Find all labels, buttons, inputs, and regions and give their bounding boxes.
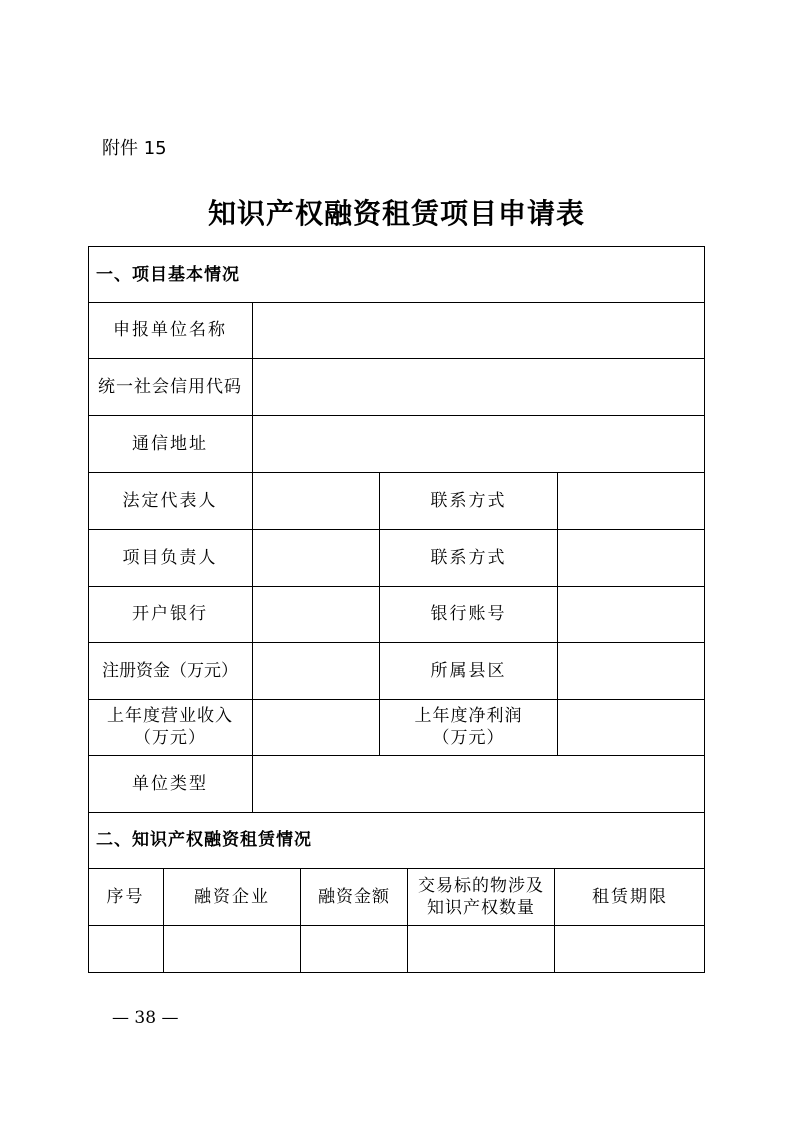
label-applicant-name: 申报单位名称 (113, 320, 227, 340)
label-last-year-net-profit (380, 699, 557, 755)
col-header-amount: 融资金额 (318, 886, 390, 907)
field-address[interactable] (253, 415, 705, 472)
label-project-lead: 项目负责人 (122, 547, 218, 568)
field-lease-term[interactable] (555, 925, 705, 973)
field-company[interactable] (164, 925, 300, 973)
field-last-year-net-profit[interactable] (558, 699, 705, 755)
col-header-seq: 序号 (106, 886, 145, 907)
field-applicant-name[interactable] (253, 302, 705, 358)
field-ip-count[interactable] (408, 925, 554, 973)
field-contact-legal-rep[interactable] (558, 472, 705, 529)
label-county: 所属县区 (430, 660, 507, 681)
attachment-label: 附件 15 (102, 138, 167, 159)
label-unit-type: 单位类型 (132, 773, 208, 794)
field-bank[interactable] (253, 586, 379, 642)
field-legal-rep[interactable] (253, 472, 379, 529)
col-header-ip-count (408, 868, 554, 925)
field-county[interactable] (558, 642, 705, 699)
field-seq[interactable] (88, 925, 163, 973)
label-net-profit-line2: （万元） (432, 728, 505, 748)
col-header-lease-term: 租赁期限 (592, 886, 668, 907)
field-amount[interactable] (301, 925, 407, 973)
label-net-profit-line1: 上年度净利润 (414, 706, 523, 726)
label-contact-project-lead: 联系方式 (430, 547, 507, 568)
section2-heading: 二、知识产权融资租赁情况 (96, 830, 312, 850)
label-last-year-revenue (88, 699, 252, 755)
field-contact-project-lead[interactable] (558, 529, 705, 586)
col-header-ip-line1: 交易标的物涉及 (418, 875, 544, 896)
form-title: 知识产权融资租赁项目申请表 (207, 197, 585, 230)
label-registered-capital: 注册资金（万元） (102, 660, 238, 681)
field-registered-capital[interactable] (253, 642, 379, 699)
field-project-lead[interactable] (253, 529, 379, 586)
label-contact-legal-rep: 联系方式 (430, 490, 507, 511)
col-header-company: 融资企业 (194, 886, 270, 907)
field-credit-code[interactable] (253, 358, 705, 415)
col-header-ip-line2: 知识产权数量 (427, 897, 535, 918)
field-last-year-revenue[interactable] (253, 699, 379, 755)
label-revenue-line1: 上年度营业收入 (107, 706, 233, 726)
section1-heading: 一、项目基本情况 (96, 264, 240, 285)
label-revenue-line2: （万元） (134, 728, 206, 748)
page-number: — 38 — (112, 1008, 179, 1028)
label-address: 通信地址 (132, 433, 208, 454)
label-bank-account: 银行账号 (430, 604, 507, 624)
label-legal-rep: 法定代表人 (122, 490, 218, 511)
label-bank: 开户银行 (132, 604, 208, 624)
field-unit-type[interactable] (253, 755, 705, 812)
field-bank-account[interactable] (558, 586, 705, 642)
label-credit-code: 统一社会信用代码 (98, 376, 242, 397)
